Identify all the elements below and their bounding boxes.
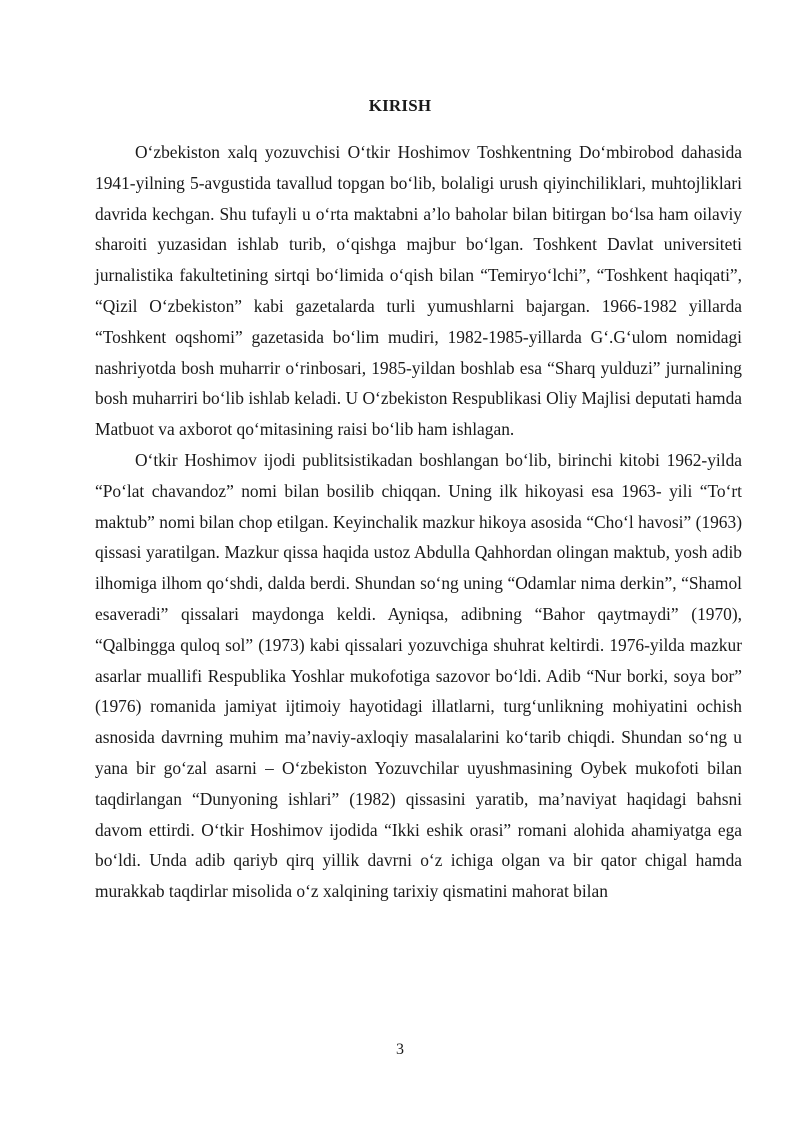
page-number: 3 (396, 1041, 404, 1058)
paragraph-2: O‘tkir Hoshimov ijodi publitsistikadan boshlangan bo‘lib, birinchi kitobi 1962-yilda “Po‘lat chavandoz” nomi bilan bosilib chiqqan. Uning ilk hikoyasi esa 1963- yili “To‘rt maktub” nomi bilan chop etilgan. Keyinchalik mazkur hikoya asosida “Cho‘l havosi” (1963) qissasi yaratilgan. Mazkur qissa haqida ustoz Abdulla Qahhordan olingan maktub, yosh adib ilhomiga ilhom qo‘shdi, dalda berdi. Shundan so‘ng uning “Odamlar nima derkin”, “Shamol esaveradi” qissalari maydonga keldi. Ayniqsa, adibning “Bahor qaytmaydi” (1970), “Qalbingga quloq sol” (1973) kabi qissalari yozuvchiga shuhrat keltirdi. 1976-yilda mazkur asarlar muallifi Respublika Yoshlar mukofotiga sazovor bo‘ldi. Adib “Nur borki, soya bor” (1976) romanida jamiyat ijtimoiy hayotidagi illatlarni, turg‘unlikning mohiyatini ochish asnosida davrning muhim ma’naviy-axloqiy masalalarini ko‘tarib chiqdi. Shundan so‘ng u yana bir go‘zal asarni – O‘zbekiston Yozuvchilar uyushmasining Oybek mukofoti bilan taqdirlangan “Dunyoning ishlari” (1982) qissasini yaratib, ma’naviyat haqidagi bahsni davom ettirdi. O‘tkir Hoshimov ijodida “Ikki eshik orasi” romani alohida ahamiyatga ega bo‘ldi. Unda adib qariyb qirq yillik davrni o‘z ichiga olgan va bir qator chigal hamda murakkab taqdirlar misolida o‘z xalqining tarixiy qismatini mahorat bilan (95, 449, 742, 902)
paragraph-1: O‘zbekiston xalq yozuvchisi O‘tkir Hoshimov Toshkentning Do‘mbirobod dahasida 1941-yilning 5-avgustida tavallud topgan bo‘lib, bolaligi urush qiyinchiliklari, muhtojliklari davrida kechgan. Shu tufayli u o‘rta maktabni a’lo baholar bilan bitirgan bo‘lsa ham oilaviy sharoiti yuzasidan ishlab turib, o‘qishga majbur bo‘lgan. Toshkent Davlat universiteti jurnalistika fakultetining sirtqi bo‘limida o‘qish bilan “Temiryo‘lchi”, “Toshkent haqiqati”, “Qizil O‘zbekiston” kabi gazetalarda turli yumushlarni bajargan. 1966-1982 yillarda “Toshkent oqshomi” gazetasida bo‘lim mudiri, 1982-1985-yillarda G‘.G‘ulom nomidagi nashriyotda bosh muharrir o‘rinbosari, 1985-yildan boshlab esa “Sharq yulduzi” jurnalining bosh muharriri bo‘lib ishlab keladi. U O‘zbekiston Respublikasi Oliy Majlisi deputati hamda Matbuot va axborot qo‘mitasining raisi bo‘lib ham ishlagan. (95, 142, 742, 440)
section-heading: KIRISH (368, 96, 432, 115)
body-text (95, 137, 742, 907)
